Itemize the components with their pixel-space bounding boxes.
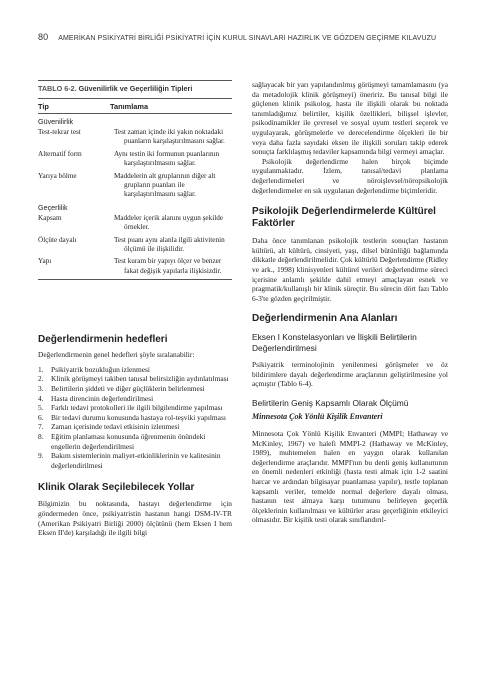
list-item: 9. Bakım sistemlerinin maliyet-etkinliklerinin ve kalitesinin değerlendirilmesi	[38, 451, 221, 470]
goals-list	[38, 365, 232, 471]
list-item: 6. Bir tedavi durumu konusunda hastaya rol-teşviki yapılması	[38, 412, 226, 422]
paragraph: Bilgimizin bu noktasında, hastayı değerlendirme için göndermeden önce, psikiyatristin hastanın hangi DSM-IV-TR (Amerikan Psikiyatri Birliği 2000) ölçütünü (hem Eksen I hem Eksen II'de) karşıladığı ile ilgili bilgi	[38, 499, 232, 538]
table-row	[38, 236, 232, 255]
paragraph: Daha önce tanımlanan psikolojik testlerin sonuçları hastanın kültürü, alt kültürü, cinsiyeti, yaşı, dilsel bütünlüğü bağlamında dikkatle değerlendirilmelidir. Çok kültürlü Değerlendirme (Ridley ve ark., 1998) klinisyenleri kültürel verileri değerlendirme süreci içerisine anlamlı şekilde dahil etmeyi amaçlayan esnek ve pragmatik/kullanışlı bir klinik süreçtir. Bu sürecin dört fazı Tablo 6-3'te gözden geçirilmiştir.	[252, 236, 448, 303]
list-item: 8. Eğitim planlaması konusunda öğrenmenin önündeki engellerin değerlendirilmesi	[38, 432, 206, 451]
row-type: Yapı	[38, 257, 52, 266]
table-row	[38, 128, 232, 147]
table-row	[38, 172, 232, 200]
row-type: Ölçüte dayalı	[38, 235, 77, 244]
row-definition: Aynı testin iki formunun puanlarının karşılaştırılmasını sağlar.	[114, 149, 220, 168]
row-type: Test-tekrar test	[38, 128, 81, 136]
subheading-broad-measurement: Belirtilerin Geniş Kapsamlı Olarak Ölçümü	[252, 398, 409, 409]
paragraph: sağlayacak bir yarı yapılandırılmış görüşmeyi tamamlamasını (ya da metadolojik klinik görüşmeyi) öneririz. Bu tanısal bilgi ile güçlenen klinik psikolog, hasta ile ilişkili olarak bu noktada tanımladığımız belirtiler, kişilik özellikleri, bilişsel işlevler, psikodinamikler ile çevresel ve sosyal uyum testleri seçerek ve uygulayarak, görüşmelerle ve derecelendirme ölçekleri ile bir veya daha fazla sayıdaki eksen ile ilişkili soruları takip ederek sonuçta farklılaşmış tedaviler kapsamında bilgi vermeyi amaçlar.	[252, 80, 448, 157]
row-definition: Test zaman içinde iki yakın noktadaki puanların karşılaştırılmasını sağlar.	[114, 128, 225, 146]
list-item: 4. Hasta direncinin değerlendirilmesi	[38, 393, 154, 403]
row-definition: Test puanı aynı alanla ilgili aktivitenin ölçümü ile ilişkilidir.	[114, 235, 225, 254]
row-definition: Maddeler içerik alanını uygun şekilde örnekler.	[114, 213, 223, 232]
list-item: 3. Belirtilerin şiddeti ve diğer güçlüklerin belirlenmesi	[38, 384, 205, 394]
row-definition: Maddelerin alt gruplarının diğer alt grupların puanları ile karşılaştırılmasını sağlar.	[114, 171, 216, 199]
table-row	[38, 214, 232, 233]
right-column	[252, 80, 448, 525]
subheading-axis-i: Eksen I Konstelasyonları ve İlişkili Belirtilerin Değerlendirilmesi	[252, 332, 417, 354]
running-title: AMERİKAN PSİKİYATRİ BİRLİĞİ PSİKİYATRİ İÇİN KURUL SINAVLARI HAZIRLIK VE GÖZDEN GEÇİRME KILAVUZU	[58, 35, 437, 42]
col-header-definition: Tanımlama	[110, 102, 149, 111]
paragraph: Minnesota Çok Yönlü Kişilik Envanteri (MMPI; Hathaway ve McKinley, 1967) ve halefi MMPI-2 (Hathaway ve McKinley, 1989), muhtemelen halen en yaygın olarak kullanılan değerlendirme araçlarıdır. MMPI'nın bu denli geniş kullanımının en önemli nedenleri etkinliği (hasta testi almak için 1-2 saatini harcar ve ardından bilgisayar puanlaması yapılır), testle toplanan kapsamlı veriler, temelde normal değerlere dayalı olması, hastanın test almaya karşı tutumunu belirleyen geçerlik ölçeklerinin kullanılması ve kültürler arası geçerliğinin etkileyici olmasıdır. Bir kişilik testi olarak sınıflandırıl-	[252, 429, 448, 525]
list-item: 2. Klinik görüşmeyi takiben tanısal belirsizliğin aydınlatılması	[38, 374, 229, 384]
heading-cultural-factors: Psikolojik Değerlendirmelerde Kültürel Faktörler	[252, 206, 436, 230]
col-header-type: Tip	[38, 102, 49, 111]
row-type: Yarıya bölme	[38, 171, 77, 180]
table-section-validity: Geçerlilik	[38, 202, 68, 212]
heading-goals: Değerlendirmenin hedefleri	[38, 334, 168, 346]
heading-clinical-pathways: Klinik Olarak Seçilebilecek Yollar	[38, 482, 195, 494]
table-header	[38, 98, 232, 114]
table-title: Güvenilirlik ve Geçerliliğin Tipleri	[78, 84, 193, 93]
table-row	[38, 150, 232, 169]
row-type: Alternatif form	[38, 149, 82, 158]
running-header	[38, 32, 448, 42]
left-column	[38, 80, 232, 538]
goals-intro: Değerlendirmenin genel hedefleri şöyle sıralanabilir:	[38, 350, 195, 360]
table-label: TABLO 6-2.	[38, 84, 77, 93]
paragraph: Psikiyatrik terminolojinin yenilenmesi görüşmeler ve öz bildirimlere dayalı değerlendirme araçlarının geliştirilmesine yol açmıştır (Tablo 6-4).	[252, 360, 448, 389]
subheading-mmpi: Minnesota Çok Yönlü Kişilik Envanteri	[252, 412, 383, 422]
table-caption	[38, 80, 232, 93]
list-item: 7. Zaman içerisinde tedavi etkisinin izlenmesi	[38, 422, 180, 432]
list-item: 1. Psikiyatrik bozukluğun izlenmesi	[38, 364, 150, 374]
table-row	[38, 257, 232, 276]
row-definition: Test kuram bir yapıyı ölçer ve benzer fakat değişik yapılarla ilişkisizdir.	[114, 257, 222, 275]
table-section-reliability: Güvenilirlik	[38, 117, 74, 126]
paragraph: Psikolojik değerlendirme halen birçok biçimde uygulanmaktadır. İzlem, tanısal/tedavi planlama değerlendirmeleri ve nöroişlevsel/nöropsikolojik değerlendirmeler en sık uygulanan değerlendirme biçimleridir.	[252, 156, 448, 195]
heading-main-areas: Değerlendirmenin Ana Alanları	[252, 313, 398, 325]
page-number: 80	[38, 32, 49, 42]
list-item: 5. Farklı tedavi protokolleri ile ilgili bilgilendirme yapılması	[38, 403, 223, 413]
row-type: Kapsam	[38, 213, 62, 222]
